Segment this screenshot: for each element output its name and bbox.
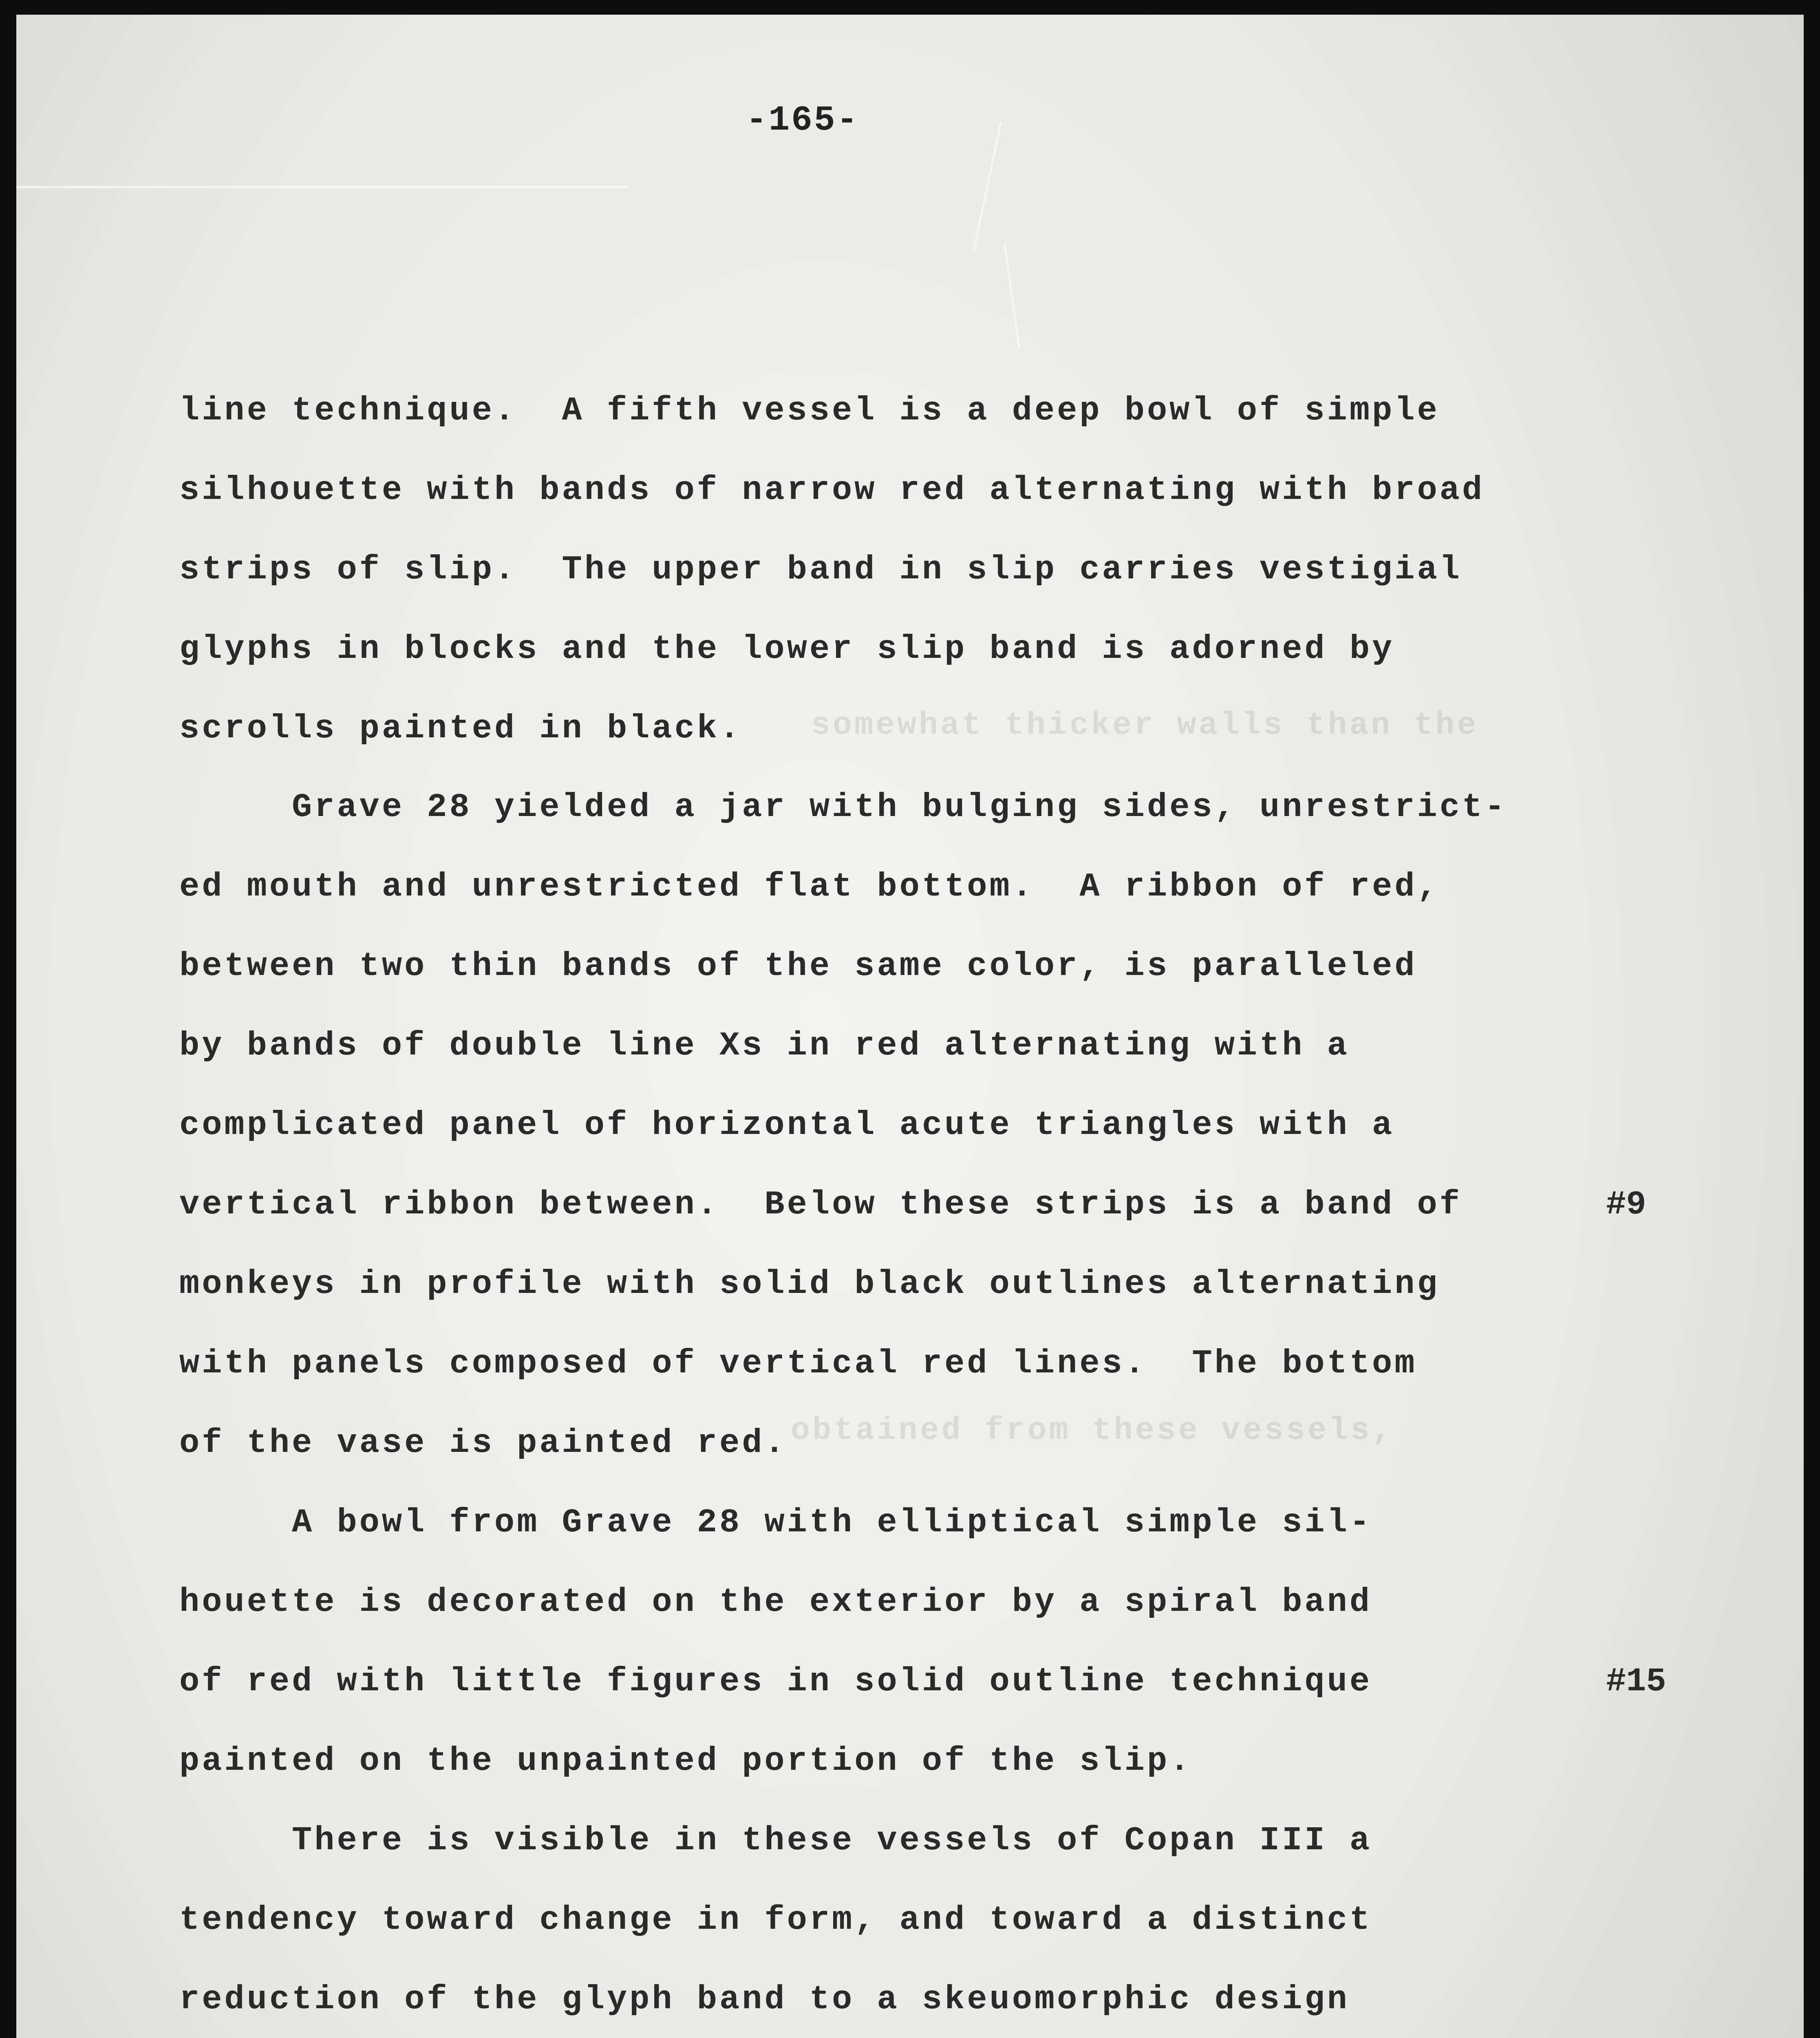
text-line: monkeys in profile with solid black outlines alternating (179, 1265, 1440, 1303)
text-line: There is visible in these vessels of Copan III a (179, 1822, 1372, 1859)
text-line: A bowl from Grave 28 with elliptical simple sil- (179, 1504, 1372, 1542)
text-line: scrolls painted in black. (179, 710, 742, 748)
document-page (16, 15, 1804, 2038)
text-line: glyphs in blocks and the lower slip band is adorned by (179, 630, 1395, 668)
bleed-through: somewhat thicker walls than the (811, 708, 1479, 743)
text-line: silhouette with bands of narrow red alternating with broad (179, 471, 1485, 509)
text-line: strips of slip. The upper band in slip carries vestigial (179, 551, 1462, 589)
text-line: of the vase is painted red. (179, 1424, 787, 1462)
text-line: houette is decorated on the exterior by a spiral band (179, 1583, 1372, 1621)
text-line: of red with little figures in solid outline technique (179, 1663, 1372, 1701)
page-number: -165- (746, 100, 860, 140)
scratch-mark (16, 186, 628, 188)
text-line: Grave 28 yielded a jar with bulging sides, unrestrict- (179, 788, 1507, 826)
text-line: by bands of double line Xs in red alternating with a (179, 1027, 1350, 1065)
text-line: reduction of the glyph band to a skeuomorphic design (179, 1981, 1350, 2018)
scratch-mark (1004, 243, 1020, 348)
scratch-mark (973, 122, 1002, 250)
text-line: painted on the unpainted portion of the slip. (179, 1742, 1192, 1780)
text-line: with panels composed of vertical red lines. The bottom (179, 1345, 1417, 1383)
text-line: ed mouth and unrestricted flat bottom. A ribbon of red, (179, 868, 1440, 906)
text-line: line technique. A fifth vessel is a deep bowl of simple (179, 392, 1440, 430)
text-line: between two thin bands of the same color, is paralleled (179, 947, 1417, 985)
text-line: complicated panel of horizontal acute triangles with a (179, 1106, 1395, 1144)
text-line: vertical ribbon between. Below these strips is a band of (179, 1186, 1462, 1224)
text-line: tendency toward change in form, and toward a distinct (179, 1901, 1372, 1939)
bleed-through: obtained from these vessels, (791, 1413, 1394, 1449)
margin-note: #15 (1606, 1663, 1666, 1701)
margin-note: #9 (1606, 1186, 1646, 1224)
